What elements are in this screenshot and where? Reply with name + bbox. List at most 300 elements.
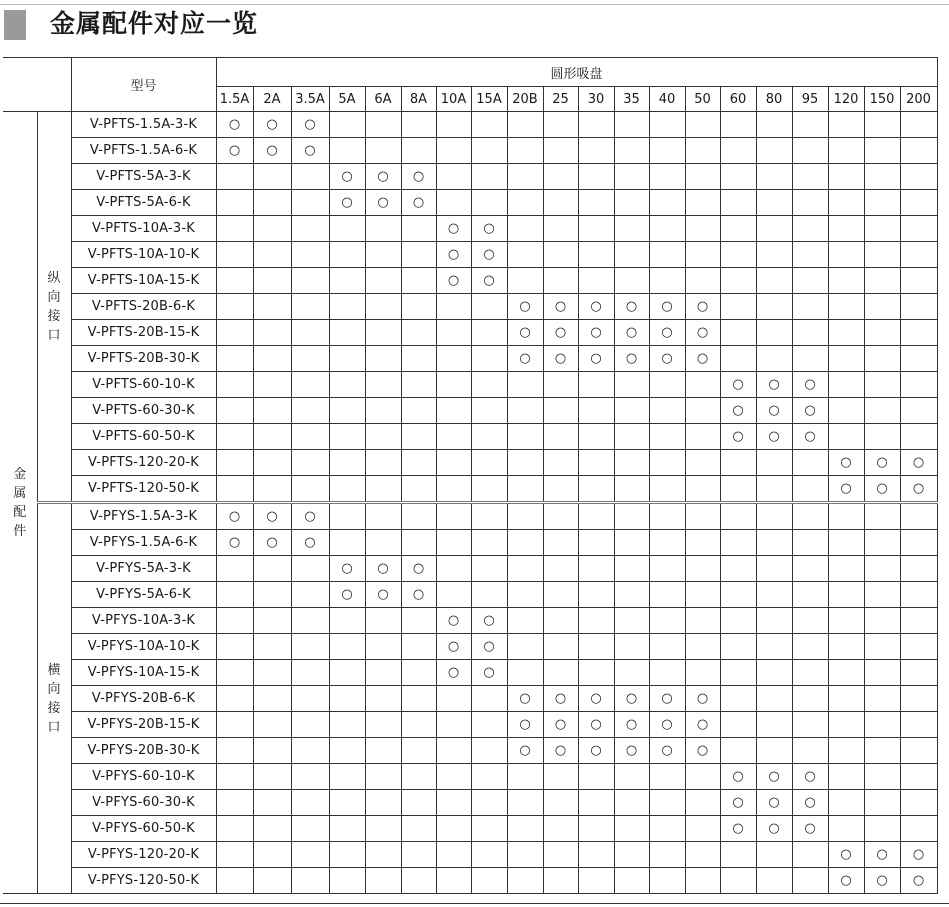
size-column-header: 10A [436,87,471,112]
compat-cell [578,216,614,242]
compat-cell: ○ [471,660,507,686]
compat-cell: ○ [828,868,864,894]
compat-cell [756,634,792,660]
compat-cell [436,112,471,138]
compat-cell [720,346,756,372]
compat-cell [543,112,578,138]
compat-cell [864,660,900,686]
compat-cell [828,686,864,712]
compat-cell [649,216,685,242]
compat-cell: ○ [792,424,828,450]
compat-cell [401,660,436,686]
compat-cell [720,660,756,686]
compat-cell [649,450,685,476]
compat-cell [578,582,614,608]
compat-cell [291,764,329,790]
compat-cell [864,320,900,346]
table-row [3,398,937,424]
compat-cell: ○ [792,790,828,816]
model-number: V-PFTS-120-50-K [71,476,216,503]
compat-cell [436,450,471,476]
compat-cell [436,190,471,216]
model-number: V-PFYS-5A-6-K [71,582,216,608]
compat-cell [216,190,253,216]
compat-cell [828,634,864,660]
compat-cell: ○ [614,320,649,346]
compat-cell [649,372,685,398]
compat-cell: ○ [436,268,471,294]
compat-cell [365,634,401,660]
compat-cell: ○ [216,138,253,164]
compat-cell [329,842,365,868]
compat-cell [507,450,543,476]
compat-cell: ○ [578,712,614,738]
compat-cell [291,660,329,686]
page-title: 金属配件对应一览 [50,9,259,38]
compat-cell: ○ [578,346,614,372]
compat-cell [828,372,864,398]
compat-cell [828,112,864,138]
model-number: V-PFYS-1.5A-6-K [71,530,216,556]
compat-cell: ○ [756,372,792,398]
compat-cell [253,424,291,450]
compat-cell [543,216,578,242]
compat-cell [864,190,900,216]
compat-cell [365,816,401,842]
compat-cell [401,738,436,764]
header-corner [3,58,71,112]
compat-cell [471,530,507,556]
compat-cell [900,556,937,582]
compat-cell [828,712,864,738]
compat-cell [685,476,720,503]
compat-cell [614,503,649,530]
compat-cell [471,164,507,190]
compat-cell [614,242,649,268]
compat-cell [253,686,291,712]
compat-cell [471,112,507,138]
compat-cell [649,190,685,216]
compat-cell: ○ [401,582,436,608]
compat-cell [864,346,900,372]
compat-cell [720,842,756,868]
model-number: V-PFYS-60-30-K [71,790,216,816]
compat-cell [329,738,365,764]
size-column-header: 15A [471,87,507,112]
compat-cell [792,346,828,372]
table-row [3,503,937,530]
compat-cell [329,398,365,424]
compat-cell: ○ [578,294,614,320]
compat-cell [329,294,365,320]
compat-cell [216,660,253,686]
compat-cell: ○ [471,608,507,634]
compat-cell [436,372,471,398]
compat-cell [864,294,900,320]
compat-cell [543,476,578,503]
compat-cell [649,164,685,190]
compat-cell [291,608,329,634]
compat-cell [828,216,864,242]
table-row [3,660,937,686]
size-column-header: 40 [649,87,685,112]
compat-cell [614,816,649,842]
model-number: V-PFYS-20B-30-K [71,738,216,764]
compat-cell [543,164,578,190]
compat-cell [756,138,792,164]
table-row [3,842,937,868]
compat-cell [828,164,864,190]
compat-cell [720,112,756,138]
compat-cell [900,738,937,764]
compat-cell: ○ [365,582,401,608]
compat-cell [291,424,329,450]
compat-cell [864,816,900,842]
compat-cell [329,216,365,242]
compat-cell [365,320,401,346]
compat-cell [401,686,436,712]
compat-cell: ○ [900,476,937,503]
compat-cell [649,503,685,530]
compat-cell [756,842,792,868]
compat-cell [543,372,578,398]
compat-cell: ○ [649,294,685,320]
compat-cell [900,190,937,216]
compat-cell [685,503,720,530]
compat-cell: ○ [578,738,614,764]
compat-cell [649,476,685,503]
compat-cell [291,790,329,816]
model-number: V-PFTS-1.5A-6-K [71,138,216,164]
compat-cell [365,450,401,476]
compat-cell [365,424,401,450]
compat-cell [365,372,401,398]
compat-cell [471,738,507,764]
compat-cell: ○ [900,868,937,894]
model-number: V-PFYS-1.5A-3-K [71,503,216,530]
compat-cell [614,530,649,556]
compat-cell [253,346,291,372]
compat-cell [685,138,720,164]
bottom-rule [0,903,949,904]
compat-cell [329,476,365,503]
table-row [3,556,937,582]
compat-cell: ○ [649,320,685,346]
compat-cell [864,686,900,712]
compat-cell: ○ [685,346,720,372]
compat-cell [291,868,329,894]
compat-cell [253,216,291,242]
size-column-header: 150 [864,87,900,112]
model-number: V-PFTS-5A-3-K [71,164,216,190]
compat-cell: ○ [720,372,756,398]
compat-cell [543,138,578,164]
compat-cell [649,424,685,450]
compat-cell [253,842,291,868]
compat-cell [401,372,436,398]
compat-cell [578,242,614,268]
compat-cell [253,268,291,294]
table-row [3,424,937,450]
compat-cell [792,686,828,712]
table-row [3,190,937,216]
compat-cell [756,530,792,556]
compat-cell [543,764,578,790]
compat-cell [614,868,649,894]
compat-cell [401,138,436,164]
compat-cell: ○ [543,294,578,320]
compat-cell [291,450,329,476]
compat-cell [365,476,401,503]
compat-cell [401,242,436,268]
compat-cell [507,190,543,216]
compat-cell [614,112,649,138]
compat-cell [291,346,329,372]
compat-cell [543,530,578,556]
compat-cell [401,268,436,294]
compat-cell [649,868,685,894]
group-label: 横 向 接 口 [37,503,71,894]
compat-cell: ○ [507,320,543,346]
compat-cell: ○ [864,476,900,503]
compat-cell [436,686,471,712]
compat-cell [329,268,365,294]
compat-cell [614,608,649,634]
compat-cell: ○ [436,634,471,660]
compat-cell: ○ [685,738,720,764]
compat-cell [756,556,792,582]
compat-cell [720,712,756,738]
compat-cell [900,242,937,268]
model-number: V-PFTS-10A-3-K [71,216,216,242]
compat-cell [216,608,253,634]
compat-cell [720,242,756,268]
compat-cell [864,424,900,450]
compat-cell [578,398,614,424]
compat-cell [828,138,864,164]
table-row [3,634,937,660]
compat-cell [649,138,685,164]
compat-cell [828,816,864,842]
compat-cell [543,503,578,530]
compat-cell [900,582,937,608]
compat-cell [578,634,614,660]
compat-cell [792,712,828,738]
compat-cell [365,686,401,712]
compat-cell [792,738,828,764]
compat-cell: ○ [329,190,365,216]
compat-cell [365,764,401,790]
compat-cell [543,582,578,608]
compat-cell: ○ [649,346,685,372]
table-row [3,530,937,556]
compat-cell [291,294,329,320]
compat-cell [900,164,937,190]
compat-cell [720,320,756,346]
compat-cell [578,530,614,556]
compat-cell: ○ [720,398,756,424]
compat-cell [365,530,401,556]
compat-cell: ○ [365,190,401,216]
compat-cell [216,634,253,660]
compat-cell [401,608,436,634]
model-number: V-PFYS-10A-10-K [71,634,216,660]
compat-cell: ○ [291,138,329,164]
compat-cell [253,398,291,424]
compat-cell: ○ [828,450,864,476]
compat-cell [614,138,649,164]
compat-cell [828,582,864,608]
model-number: V-PFYS-10A-15-K [71,660,216,686]
compat-cell [649,556,685,582]
compat-cell [436,712,471,738]
compat-cell [365,712,401,738]
compat-cell [864,503,900,530]
compat-cell [720,686,756,712]
compat-cell [756,608,792,634]
compat-cell [649,608,685,634]
compat-cell [329,372,365,398]
compat-cell [685,816,720,842]
title-accent-bar [4,10,26,40]
compat-cell [543,268,578,294]
compat-cell [291,268,329,294]
compat-cell: ○ [543,738,578,764]
compat-cell [828,660,864,686]
compat-cell [864,608,900,634]
size-column-header: 95 [792,87,828,112]
compatibility-table [3,57,938,894]
compat-cell [471,138,507,164]
compat-cell: ○ [507,346,543,372]
table-row [3,346,937,372]
compat-cell: ○ [792,372,828,398]
compat-cell [864,712,900,738]
compat-cell [828,503,864,530]
compat-cell: ○ [900,842,937,868]
compat-cell [471,868,507,894]
compat-cell [436,346,471,372]
table-row [3,372,937,398]
compat-cell [436,582,471,608]
compat-cell [864,216,900,242]
compat-cell [543,242,578,268]
model-number: V-PFTS-20B-15-K [71,320,216,346]
compat-cell [365,268,401,294]
compat-cell [507,556,543,582]
compat-cell [507,868,543,894]
compat-cell [578,476,614,503]
compat-cell [685,398,720,424]
compat-cell [900,530,937,556]
compat-cell [900,398,937,424]
compat-cell [253,450,291,476]
model-number: V-PFTS-60-50-K [71,424,216,450]
compat-cell: ○ [792,398,828,424]
compat-cell [720,868,756,894]
compat-cell [864,112,900,138]
compat-cell: ○ [436,242,471,268]
table-row [3,790,937,816]
compat-cell [543,816,578,842]
compat-cell [291,242,329,268]
compat-cell [685,556,720,582]
model-number: V-PFYS-20B-6-K [71,686,216,712]
compat-cell [792,476,828,503]
compat-cell [828,398,864,424]
compat-cell [614,268,649,294]
compat-cell [253,764,291,790]
compat-cell [253,294,291,320]
compat-cell [720,294,756,320]
compat-cell [507,608,543,634]
compat-cell [685,268,720,294]
compat-cell [401,294,436,320]
compat-cell [436,790,471,816]
table-row [3,320,937,346]
compat-cell [578,608,614,634]
compat-cell: ○ [253,530,291,556]
compat-cell [329,503,365,530]
model-number: V-PFTS-20B-30-K [71,346,216,372]
compat-cell [216,424,253,450]
compat-cell [756,320,792,346]
compat-cell [471,294,507,320]
compat-cell [756,686,792,712]
compat-cell [900,112,937,138]
compat-cell [720,503,756,530]
compat-cell [329,790,365,816]
compat-cell [792,503,828,530]
compat-cell: ○ [828,842,864,868]
compat-cell: ○ [401,190,436,216]
compat-cell [253,190,291,216]
compat-cell [792,242,828,268]
compat-cell [401,216,436,242]
compat-cell [253,660,291,686]
compat-cell [756,476,792,503]
model-number: V-PFYS-120-20-K [71,842,216,868]
table-row [3,816,937,842]
compat-cell [329,660,365,686]
compat-cell [685,450,720,476]
compat-cell [471,790,507,816]
compat-cell [436,320,471,346]
compat-cell [471,503,507,530]
compat-cell [253,582,291,608]
compat-cell [471,686,507,712]
compat-cell [291,190,329,216]
compat-cell: ○ [436,660,471,686]
compat-cell [329,530,365,556]
table-row [3,268,937,294]
compat-cell: ○ [756,398,792,424]
compat-cell [649,634,685,660]
compat-cell [828,268,864,294]
compat-cell [614,450,649,476]
compat-cell [436,764,471,790]
compat-cell [291,216,329,242]
model-number: V-PFTS-60-30-K [71,398,216,424]
compat-cell: ○ [614,738,649,764]
compat-cell [401,112,436,138]
compat-cell [792,634,828,660]
category-label-metal-fittings: 金 属 配 件 [3,112,37,894]
compat-cell [253,320,291,346]
compat-cell [578,450,614,476]
compat-cell [401,634,436,660]
compat-cell [756,112,792,138]
